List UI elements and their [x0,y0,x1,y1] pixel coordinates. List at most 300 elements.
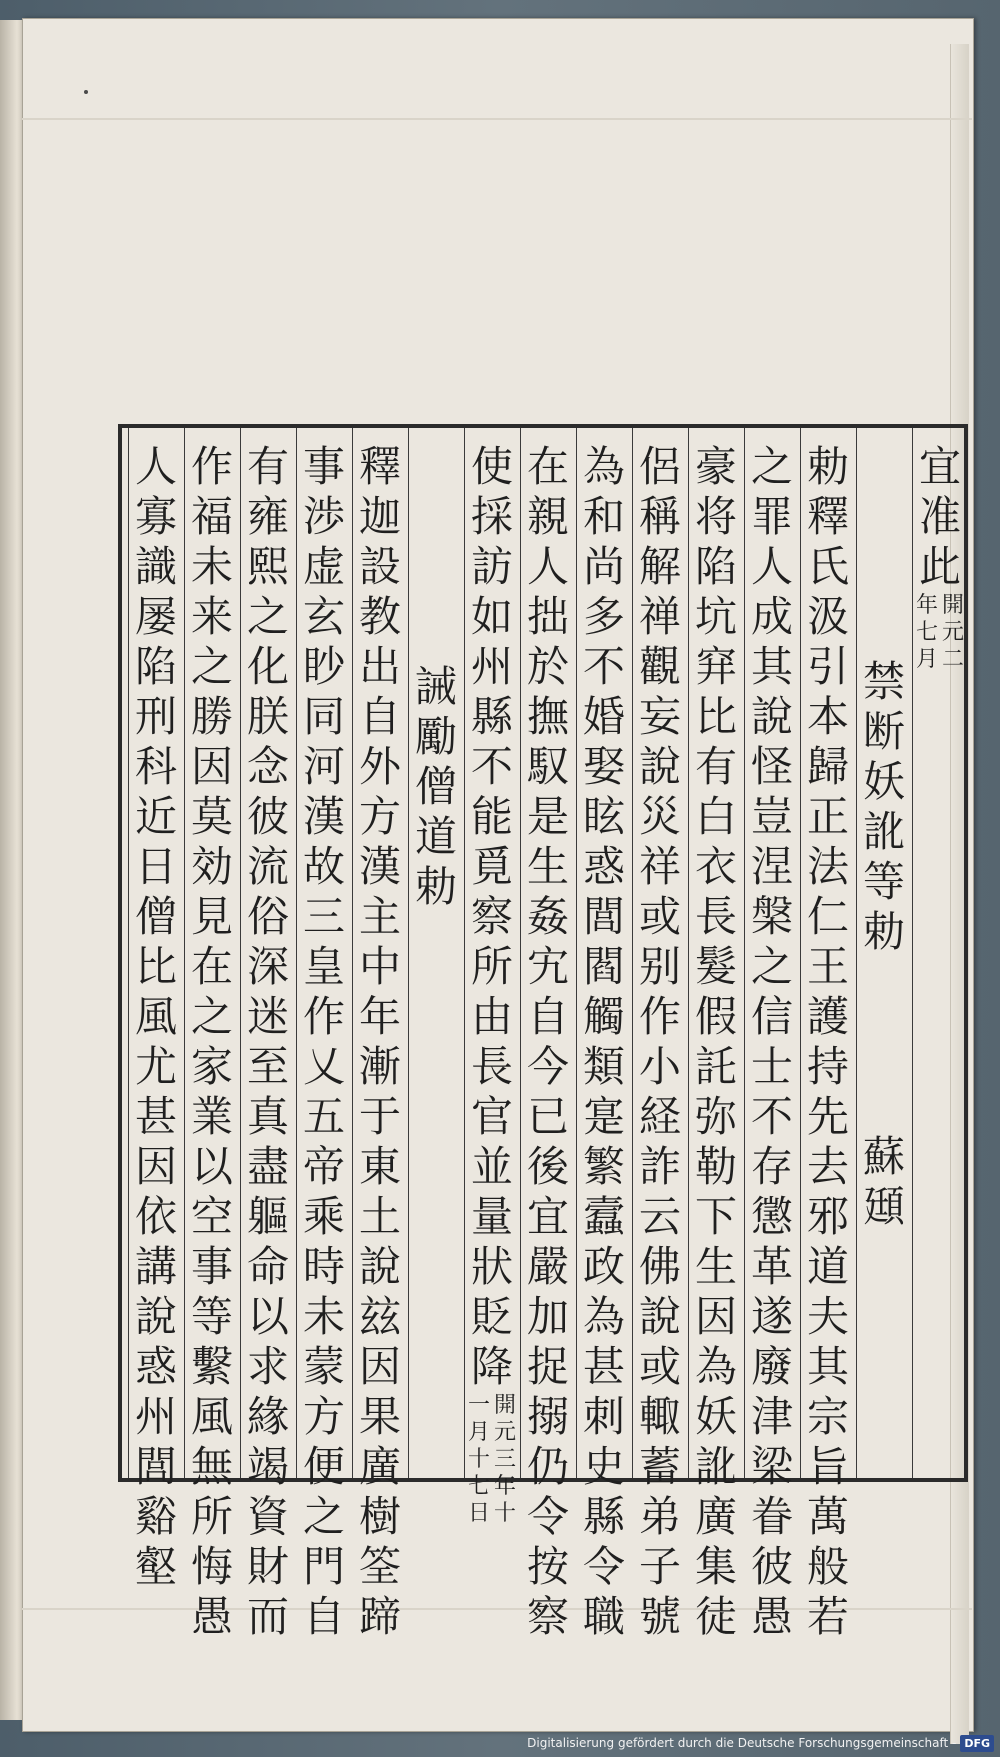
glyph: 宗 [806,1392,849,1441]
glyph: 宜 [526,1192,569,1241]
glyph: 以 [246,1292,289,1341]
glyph: 白 [694,792,737,841]
glyph: 方 [358,792,401,841]
note-glyph: 元 [493,1420,516,1445]
glyph: 莫 [190,792,233,841]
glyph: 妖 [862,757,905,806]
glyph: 察 [470,892,513,941]
glyph: 作 [638,992,681,1041]
note-glyph: 七 [915,620,938,645]
glyph: 察 [526,1592,569,1641]
glyph: 事 [302,442,345,491]
glyph: 訛 [694,1442,737,1491]
glyph: 按 [526,1542,569,1591]
ink-spot [84,90,88,94]
glyph: 令 [526,1492,569,1541]
glyph: 如 [470,592,513,641]
glyph: 乂 [302,1042,345,1091]
glyph: 已 [526,1092,569,1141]
glyph: 同 [302,692,345,741]
glyph: 或 [638,1342,681,1391]
glyph: 使 [470,442,513,491]
note-glyph: 三 [493,1447,516,1472]
glyph: 法 [806,842,849,891]
glyph: 刑 [134,692,177,741]
glyph: 甚 [134,1092,177,1141]
glyph: 有 [246,442,289,491]
glyph: 玄 [302,592,345,641]
glyph: 人 [526,542,569,591]
glyph: 谿 [134,1492,177,1541]
col-2-author [862,1132,906,1232]
glyph: 日 [134,842,177,891]
glyph: 近 [134,792,177,841]
glyph: 由 [470,992,513,1041]
glyph: 流 [246,842,289,891]
glyph: 勒 [694,1142,737,1191]
glyph: 福 [190,492,233,541]
glyph: 訪 [470,542,513,591]
glyph: 空 [190,1192,233,1241]
glyph: 無 [190,1442,233,1491]
glyph: 未 [190,542,233,591]
glyph: 識 [134,542,177,591]
glyph: 士 [750,1042,793,1091]
glyph: 迷 [246,992,289,1041]
glyph: 託 [694,1042,737,1091]
column-rule [184,428,185,1478]
glyph: 若 [806,1592,849,1641]
glyph: 閭 [582,892,625,941]
glyph: 繁 [582,1142,625,1191]
col-8 [526,442,570,1642]
footer-credit: Digitalisierung gefördert durch die Deutsche Forschungsgemeinschaft - [527,1736,957,1750]
glyph: 禁 [862,657,905,706]
glyph: 子 [638,1542,681,1591]
glyph: 迦 [358,492,401,541]
glyph: 之 [750,442,793,491]
glyph: 于 [358,1092,401,1141]
glyph: 王 [806,942,849,991]
note-glyph: 月 [467,1420,490,1445]
glyph: 量 [470,1192,513,1241]
glyph: 說 [134,1292,177,1341]
glyph: 土 [358,1192,401,1241]
glyph: 人 [750,542,793,591]
glyph: 娶 [582,742,625,791]
glyph: 以 [190,1142,233,1191]
glyph: 佛 [638,1242,681,1291]
glyph: 作 [302,992,345,1041]
glyph: 漢 [358,842,401,891]
col-2-title [862,657,906,957]
glyph: 勝 [190,692,233,741]
glyph: 般 [806,1542,849,1591]
glyph: 云 [638,1192,681,1241]
glyph: 在 [526,442,569,491]
glyph: 寡 [134,492,177,541]
glyph: 貶 [470,1292,513,1341]
glyph: 勅 [862,907,905,956]
glyph: 僧 [134,892,177,941]
glyph: 雍 [246,492,289,541]
glyph: 盡 [246,1142,289,1191]
note-glyph: 元 [941,620,964,645]
glyph: 樹 [358,1492,401,1541]
glyph: 寔 [582,1092,625,1141]
glyph: 等 [862,857,905,906]
glyph: 悔 [190,1542,233,1591]
note-glyph: 十 [467,1447,490,1472]
glyph: 今 [526,1042,569,1091]
glyph: 信 [750,992,793,1041]
glyph: 嚴 [526,1242,569,1291]
glyph: 槃 [750,892,793,941]
glyph: 說 [638,1292,681,1341]
glyph: 而 [246,1592,289,1641]
glyph: 果 [358,1392,401,1441]
page-fold-top [22,118,972,120]
glyph: 災 [638,792,681,841]
glyph: 衣 [694,842,737,891]
glyph: 深 [246,942,289,991]
glyph: 多 [582,592,625,641]
glyph: 化 [246,642,289,691]
glyph: 漸 [358,1042,401,1091]
glyph: 科 [134,742,177,791]
col-4 [750,442,794,1642]
glyph: 成 [750,592,793,641]
glyph: 政 [582,1242,625,1291]
glyph: 俗 [246,892,289,941]
glyph: 河 [302,742,345,791]
glyph: 號 [638,1592,681,1641]
glyph: 能 [470,792,513,841]
glyph: 歸 [806,742,849,791]
glyph: 仍 [526,1442,569,1491]
glyph: 道 [414,812,457,861]
note-glyph: 開 [941,593,964,618]
col-5 [694,442,738,1642]
glyph: 愚 [750,1592,793,1641]
glyph: 令 [582,1542,625,1591]
note-glyph: 一 [467,1393,490,1418]
glyph: 在 [190,942,233,991]
glyph: 惑 [582,842,625,891]
glyph: 說 [638,742,681,791]
glyph: 蹄 [358,1592,401,1641]
column-rule [296,428,297,1478]
glyph: 存 [750,1142,793,1191]
digitization-footer [527,1733,994,1753]
glyph: 職 [582,1592,625,1641]
col-10-title [414,662,458,912]
glyph: 中 [358,942,401,991]
glyph: 誡 [414,662,457,711]
glyph: 豈 [750,792,793,841]
glyph: 比 [694,692,737,741]
glyph: 乘 [302,1192,345,1241]
note-glyph: 開 [493,1393,516,1418]
glyph: 三 [302,892,345,941]
glyph: 假 [694,992,737,1041]
glyph: 屡 [134,592,177,641]
glyph: 断 [862,707,905,756]
glyph: 彼 [750,1542,793,1591]
glyph: 皇 [302,942,345,991]
glyph: 氏 [806,542,849,591]
glyph: 眇 [302,642,345,691]
glyph: 宜 [918,442,961,491]
note-glyph: 月 [915,647,938,672]
glyph: 勵 [414,712,457,761]
glyph: 壑 [134,1542,177,1591]
glyph: 尚 [582,542,625,591]
glyph: 頲 [862,1182,905,1231]
glyph: 門 [302,1542,345,1591]
glyph: 将 [694,492,737,541]
glyph: 道 [806,1242,849,1291]
glyph: 集 [694,1542,737,1591]
glyph: 並 [470,1142,513,1191]
glyph: 五 [302,1092,345,1141]
glyph: 宄 [526,942,569,991]
glyph: 涅 [750,842,793,891]
glyph: 事 [190,1242,233,1291]
glyph: 外 [358,742,401,791]
glyph: 虚 [302,542,345,591]
glyph: 稱 [638,492,681,541]
col-14 [190,442,234,1642]
glyph: 不 [582,642,625,691]
glyph: 閭 [134,1442,177,1491]
glyph: 怪 [750,742,793,791]
glyph: 有 [694,742,737,791]
glyph: 為 [694,1342,737,1391]
dfg-logo: DFG [960,1735,994,1752]
glyph: 之 [246,592,289,641]
glyph: 縣 [470,692,513,741]
note-glyph: 年 [915,593,938,618]
glyph: 出 [358,642,401,691]
column-rule [408,428,409,1478]
note-9b [466,1392,492,1527]
glyph: 本 [806,692,849,741]
glyph: 說 [358,1242,401,1291]
glyph: 萬 [806,1492,849,1541]
column-rule [856,428,857,1478]
glyph: 釋 [806,492,849,541]
glyph: 姦 [526,892,569,941]
glyph: 為 [582,442,625,491]
glyph: 陷 [134,642,177,691]
glyph: 仁 [806,892,849,941]
glyph: 史 [582,1442,625,1491]
glyph: 詐 [638,1142,681,1191]
glyph: 先 [806,1092,849,1141]
col-7 [582,442,626,1642]
col-12 [302,442,346,1642]
glyph: 方 [302,1392,345,1441]
glyph: 親 [526,492,569,541]
note-1a [940,592,966,673]
glyph: 妄 [638,692,681,741]
glyph: 陷 [694,542,737,591]
glyph: 持 [806,1042,849,1091]
glyph: 穽 [694,642,737,691]
glyph: 主 [358,892,401,941]
glyph: 夫 [806,1292,849,1341]
glyph: 輙 [638,1392,681,1441]
glyph: 家 [190,1042,233,1091]
glyph: 蠧 [582,1192,625,1241]
glyph: 因 [358,1342,401,1391]
glyph: 勅 [414,862,457,911]
glyph: 此 [918,542,961,591]
column-rule [520,428,521,1478]
glyph: 馭 [526,742,569,791]
glyph: 来 [190,592,233,641]
glyph: 廣 [694,1492,737,1541]
glyph: 别 [638,942,681,991]
note-1b [914,592,940,673]
glyph: 之 [302,1492,345,1541]
glyph: 婚 [582,692,625,741]
glyph: 作 [190,442,233,491]
glyph: 愚 [190,1592,233,1641]
glyph: 罪 [750,492,793,541]
note-glyph: 七 [467,1474,490,1499]
note-glyph: 十 [493,1501,516,1526]
glyph: 狀 [470,1242,513,1291]
glyph: 朕 [246,692,289,741]
glyph: 正 [806,792,849,841]
glyph: 覓 [470,842,513,891]
glyph: 未 [302,1292,345,1341]
glyph: 侶 [638,442,681,491]
glyph: 妖 [694,1392,737,1441]
col-1 [918,442,962,592]
glyph: 津 [750,1392,793,1441]
glyph: 不 [470,742,513,791]
glyph: 緣 [246,1392,289,1441]
col-11 [358,442,402,1642]
glyph: 自 [526,992,569,1041]
glyph: 於 [526,642,569,691]
glyph: 坑 [694,592,737,641]
col-6 [638,442,682,1642]
glyph: 人 [134,442,177,491]
glyph: 准 [918,492,961,541]
glyph: 州 [470,642,513,691]
column-rule [912,428,913,1478]
column-rule [688,428,689,1478]
glyph: 資 [246,1492,289,1541]
glyph: 和 [582,492,625,541]
col-13 [246,442,290,1642]
glyph: 搦 [526,1392,569,1441]
text-frame [118,424,968,1641]
glyph: 梁 [750,1442,793,1491]
glyph: 蒙 [302,1342,345,1391]
glyph: 釋 [358,442,401,491]
glyph: 說 [750,692,793,741]
glyph: 因 [190,742,233,791]
glyph: 長 [694,892,737,941]
glyph: 不 [750,1092,793,1141]
glyph: 所 [470,942,513,991]
column-rule [744,428,745,1478]
col-15 [134,442,178,1592]
glyph: 採 [470,492,513,541]
glyph: 徒 [694,1592,737,1641]
glyph: 惑 [134,1342,177,1391]
glyph: 真 [246,1092,289,1141]
glyph: 財 [246,1542,289,1591]
glyph: 依 [134,1192,177,1241]
glyph: 汲 [806,592,849,641]
glyph: 尤 [134,1042,177,1091]
glyph: 或 [638,892,681,941]
glyph: 解 [638,542,681,591]
glyph: 玆 [358,1292,401,1341]
glyph: 軀 [246,1192,289,1241]
glyph: 蓄 [638,1442,681,1491]
glyph: 所 [190,1492,233,1541]
column-rule [352,428,353,1478]
glyph: 帝 [302,1142,345,1191]
glyph: 觀 [638,642,681,691]
column-rule [800,428,801,1478]
glyph: 眷 [750,1492,793,1541]
glyph: 禅 [638,592,681,641]
glyph: 撫 [526,692,569,741]
glyph: 彼 [246,792,289,841]
glyph: 筌 [358,1542,401,1591]
glyph: 求 [246,1342,289,1391]
glyph: 州 [134,1392,177,1441]
glyph: 豪 [694,442,737,491]
glyph: 故 [302,842,345,891]
glyph: 生 [694,1242,737,1291]
column-rule [632,428,633,1478]
glyph: 効 [190,842,233,891]
glyph: 加 [526,1292,569,1341]
note-glyph: 年 [493,1474,516,1499]
column-rule [128,428,129,1478]
glyph: 邪 [806,1192,849,1241]
glyph: 甚 [582,1342,625,1391]
glyph: 渉 [302,492,345,541]
glyph: 髮 [694,942,737,991]
glyph: 之 [750,942,793,991]
glyph: 懲 [750,1192,793,1241]
glyph: 旨 [806,1442,849,1491]
glyph: 捉 [526,1342,569,1391]
col-9 [470,442,514,1392]
glyph: 教 [358,592,401,641]
glyph: 小 [638,1042,681,1091]
glyph: 設 [358,542,401,591]
glyph: 繫 [190,1342,233,1391]
glyph: 至 [246,1042,289,1091]
col-3 [806,442,850,1642]
glyph: 之 [190,642,233,691]
glyph: 觸 [582,992,625,1041]
glyph: 弟 [638,1492,681,1541]
note-glyph: 日 [467,1501,490,1526]
glyph: 眩 [582,792,625,841]
